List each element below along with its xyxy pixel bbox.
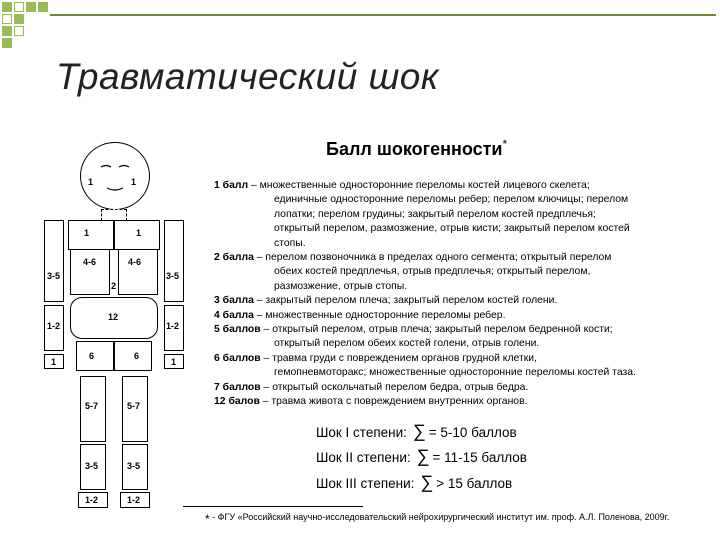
top-rule xyxy=(50,14,716,16)
score-item-1-line-2: единичные односторонние переломы ребер; перелом ключицы; перелом xyxy=(274,194,629,206)
shock-degree-2: Шок II степени: ∑ = 11-15 баллов xyxy=(316,446,527,466)
label-shin-left: 3-5 xyxy=(85,461,99,471)
label-abdomen: 12 xyxy=(108,312,119,322)
score-item-1-line-3: лопатки; перелом грудины; закрытый перелом костей предплечья; xyxy=(274,208,596,220)
score-item-2-line-3: размозжение, отрыв стопы. xyxy=(274,280,408,292)
label-thigh-left: 5-7 xyxy=(85,401,99,411)
label-foot-left: 1-2 xyxy=(85,495,99,505)
corner-square-9 xyxy=(2,38,12,48)
label-forearm-right: 1-2 xyxy=(166,321,180,331)
label-upper-arm-left: 3-5 xyxy=(47,271,61,281)
score-item-3: 3 балла – закрытый перелом плеча; закрытый перелом костей голени. xyxy=(214,295,558,307)
score-item-2-line-2: обеих костей предплечья, отрыв предплечья; открытый перелом, xyxy=(274,266,591,278)
label-chest-right: 1 xyxy=(136,228,142,238)
shock-degree-3: Шок III степени: ∑ > 15 баллов xyxy=(316,472,513,492)
upper-arm-left xyxy=(44,220,64,302)
corner-square-6 xyxy=(14,14,24,24)
label-sternum: 2 xyxy=(111,281,117,291)
chest-left xyxy=(68,220,114,250)
score-item-1-line-4: открытый перелом, размозжение, отрыв кисти; закрытый перелом костей xyxy=(274,223,630,235)
label-thigh-right: 5-7 xyxy=(127,401,141,411)
label-face-right: 1 xyxy=(131,177,137,187)
upper-arm-right xyxy=(164,220,184,302)
shock-degree-1: Шок I степени: ∑ = 5-10 баллов xyxy=(316,421,517,441)
score-item-4: 4 балла – множественные односторонние переломы ребер. xyxy=(214,309,506,321)
label-hip-left: 6 xyxy=(89,351,95,361)
footnote: * - ФГУ «Российский научно-исследовательский нейрохирургический институт им. проф. А.Л. Поленова, 2009г. xyxy=(205,512,670,526)
label-foot-right: 1-2 xyxy=(127,495,141,505)
score-item-2: 2 балла – перелом позвоночника в пределах одного сегмента; открытый перелом xyxy=(214,252,612,264)
corner-square-1 xyxy=(2,2,12,12)
score-item-1: 1 балл – множественные односторонние переломы костей лицевого скелета; xyxy=(214,180,590,191)
scoring-description xyxy=(214,179,704,410)
corner-square-3 xyxy=(26,2,36,12)
sigma-icon: ∑ xyxy=(412,421,426,441)
footnote-rule xyxy=(183,506,363,507)
score-item-6: 6 баллов – травма груди с повреждением органов грудной клетки, xyxy=(214,352,537,364)
label-face-left: 1 xyxy=(88,177,94,187)
score-item-7: 7 баллов – открытый оскольчатый перелом бедра, отрыв бедра. xyxy=(214,381,529,393)
corner-square-7 xyxy=(2,26,12,36)
score-item-5-line-2: открытый перелом обеих костей голени, отрыв голени. xyxy=(274,338,540,350)
label-forearm-left: 1-2 xyxy=(47,321,61,331)
label-upper-arm-right: 3-5 xyxy=(166,271,180,281)
face-features xyxy=(80,142,150,210)
label-hand-left: 1 xyxy=(51,357,57,367)
score-item-1-line-5: стопы. xyxy=(274,237,306,249)
label-chest-left: 1 xyxy=(84,228,90,238)
hip-left xyxy=(76,341,114,371)
page-title: Травматический шок xyxy=(56,56,439,97)
label-ribs-right: 4-6 xyxy=(128,257,142,267)
label-hand-right: 1 xyxy=(171,357,177,367)
label-hip-right: 6 xyxy=(134,351,140,361)
sigma-icon: ∑ xyxy=(420,472,434,492)
hip-right xyxy=(114,341,152,371)
figure-subtitle: Балл шокогенности* xyxy=(326,137,508,159)
corner-square-8 xyxy=(14,26,24,36)
score-item-6-line-2: гемопневмоторакс; множественные односторонние переломы костей таза. xyxy=(274,367,636,379)
corner-square-2 xyxy=(14,2,24,12)
corner-square-5 xyxy=(2,14,12,24)
score-item-5: 5 баллов – открытый перелом, отрыв плеча; закрытый перелом бедренной кости; xyxy=(214,324,613,336)
score-item-8: 12 балов – травма живота с повреждением внутренних органов. xyxy=(214,396,528,408)
corner-square-4 xyxy=(38,2,48,12)
label-ribs-left: 4-6 xyxy=(83,257,97,267)
sigma-icon: ∑ xyxy=(416,446,430,466)
label-shin-right: 3-5 xyxy=(127,461,141,471)
